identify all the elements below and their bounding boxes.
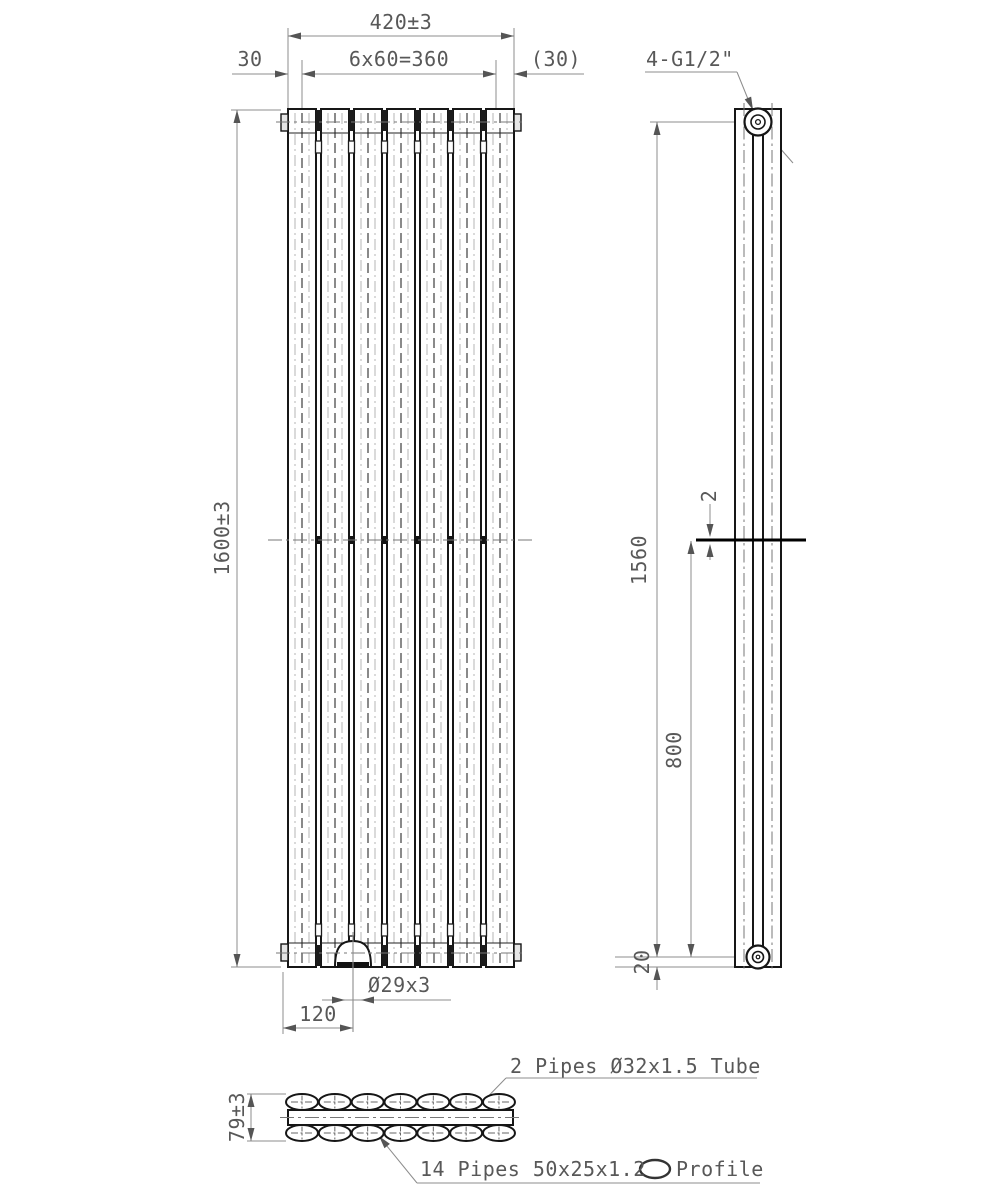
- neck-notch-bottom: [481, 924, 487, 936]
- dimension-arrow: [654, 122, 661, 135]
- dimension-arrow: [234, 954, 241, 967]
- dim-right-offset-label: (30): [530, 47, 582, 71]
- header-gap-bottom: [448, 945, 453, 966]
- neck-notch-top: [448, 141, 454, 153]
- dim-overall-width-label: 420±3: [369, 10, 433, 34]
- neck-notch-bottom: [316, 924, 322, 936]
- dimension-arrow: [688, 944, 695, 957]
- dim-left-offset-label: 30: [237, 47, 263, 71]
- top-connection: [745, 109, 772, 136]
- bottom-connection: [747, 946, 770, 969]
- neck-notch-bottom: [415, 924, 421, 936]
- neck-notch-bottom: [448, 924, 454, 936]
- header-gap-top: [448, 110, 453, 131]
- profile-label: Profile: [676, 1157, 764, 1181]
- dim-depth-label: 79±3: [225, 1091, 249, 1143]
- dimension-arrow: [288, 33, 301, 40]
- dimension-arrow: [361, 997, 374, 1004]
- neck-notch-top: [316, 141, 322, 153]
- dimension-arrow: [654, 944, 661, 957]
- header-gap-bottom: [481, 945, 486, 966]
- neck-notch-top: [349, 141, 355, 153]
- neck-notch-top: [415, 141, 421, 153]
- neck-notch-bottom: [349, 924, 355, 936]
- dimension-arrow: [707, 544, 714, 557]
- dimension-arrow: [275, 71, 288, 78]
- header-tube-note: 2 Pipes Ø32x1.5 Tube: [510, 1054, 761, 1078]
- dimension-arrow: [501, 33, 514, 40]
- header-gap-top: [382, 110, 387, 131]
- panel-pipe-note: 14 Pipes 50x25x1.2: [420, 1157, 646, 1181]
- header-gap-top: [481, 110, 486, 131]
- dim-bracket-thickness-label: 2: [697, 489, 721, 503]
- connections-label: 4-G1/2": [646, 47, 734, 71]
- dim-bracket-height-label: 800: [662, 731, 686, 769]
- dimension-arrow: [654, 967, 661, 980]
- neck-notch-top: [382, 141, 388, 153]
- header-gap-bottom: [316, 945, 321, 966]
- dimension-arrow: [483, 71, 496, 78]
- dimension-arrow: [514, 71, 527, 78]
- neck-notch-bottom: [382, 924, 388, 936]
- dim-drain-offset-label: 120: [299, 1002, 337, 1026]
- dim-line: [382, 1140, 417, 1183]
- dim-overall-height-label: 1600±3: [210, 500, 234, 576]
- dimension-arrow: [234, 110, 241, 123]
- dimension-arrow: [707, 524, 714, 537]
- dimension-arrow: [302, 71, 315, 78]
- header-gap-bottom: [415, 945, 420, 966]
- header-gap-bottom: [382, 945, 387, 966]
- dim-bottom-offset-label: 20: [630, 949, 654, 975]
- dim-pipe-pitch-label: 6x60=360: [348, 47, 450, 71]
- dim-connection-distance-label: 1560: [627, 534, 651, 586]
- header-gap-top: [415, 110, 420, 131]
- dimension-arrow: [340, 1025, 353, 1032]
- header-gap-top: [349, 110, 354, 131]
- front-view: [281, 109, 521, 968]
- header-gap-top: [316, 110, 321, 131]
- dim-drain-spec-label: Ø29x3: [368, 973, 431, 997]
- dimension-arrow: [283, 1025, 296, 1032]
- neck-notch-top: [481, 141, 487, 153]
- side-view: [696, 103, 806, 972]
- dimension-arrow: [688, 541, 695, 554]
